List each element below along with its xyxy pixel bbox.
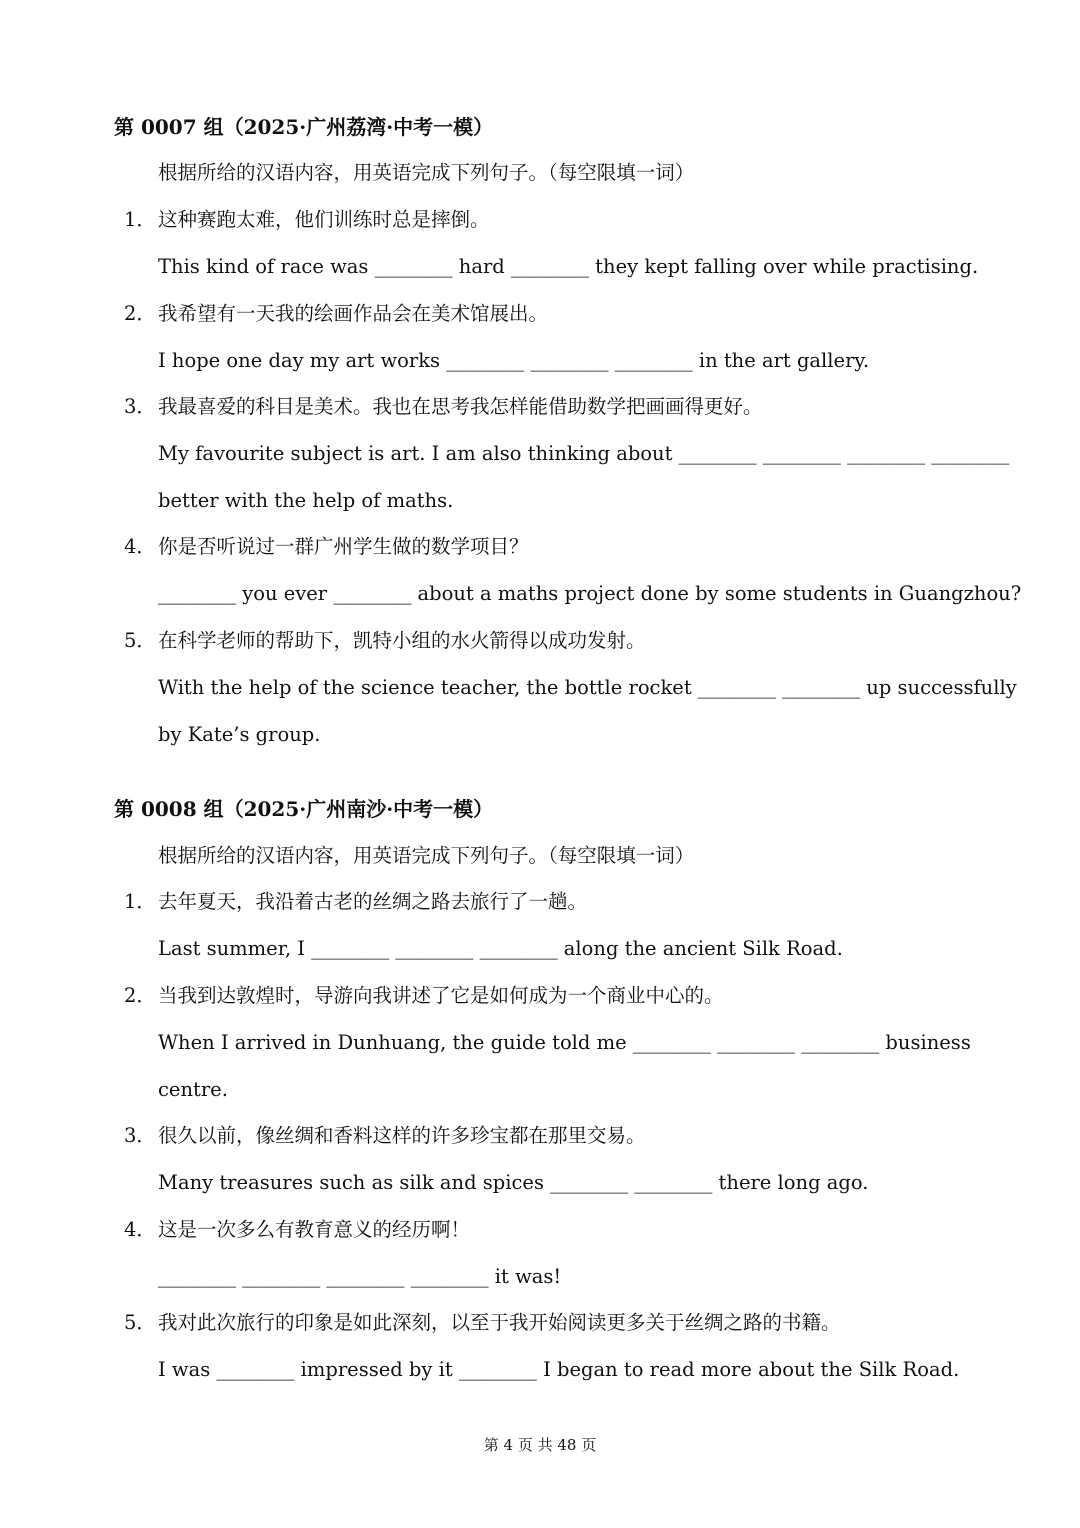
question-number: 4．: [124, 535, 156, 558]
group-instruction: 根据所给的汉语内容，用英语完成下列句子。（每空限填一词）: [158, 161, 695, 184]
question-cn: [124, 627, 646, 655]
answer-line: Last summer, I ________ ________ ________ along the ancient Silk Road.: [158, 937, 843, 960]
question-number: 1．: [124, 890, 156, 913]
question-cn: [124, 1122, 646, 1150]
answer-line: With the help of the science teacher, the bottle rocket ________ ________ up successfully: [158, 676, 1017, 699]
answer-line-continued: by Kate’s group.: [158, 723, 321, 746]
question-number: 4．: [124, 1218, 156, 1241]
group-title: 第 0007 组（2025·广州荔湾·中考一模）: [114, 115, 494, 139]
question-number: 2．: [124, 984, 156, 1007]
question-number: 5．: [124, 629, 156, 652]
question-chinese: 我对此次旅行的印象是如此深刻，以至于我开始阅读更多关于丝绸之路的书籍。: [158, 1311, 841, 1334]
question-cn: [124, 982, 724, 1010]
answer-line: ________ you ever ________ about a maths project done by some students in Guangzhou?: [158, 582, 1022, 605]
answer-line: I hope one day my art works ________ ________ ________ in the art gallery.: [158, 349, 870, 372]
question-number: 5．: [124, 1311, 156, 1334]
question-chinese: 我希望有一天我的绘画作品会在美术馆展出。: [158, 302, 549, 325]
question-cn: [124, 1216, 470, 1244]
answer-line: Many treasures such as silk and spices ________ ________ there long ago.: [158, 1171, 869, 1194]
question-chinese: 我最喜爱的科目是美术。我也在思考我怎样能借助数学把画画得更好。: [158, 395, 763, 418]
answer-line: My favourite subject is art. I am also thinking about ________ ________ ________ ________: [158, 442, 1010, 465]
answer-line: This kind of race was ________ hard ________ they kept falling over while practising.: [158, 255, 979, 278]
page-footer: 第 4 页 共 48 页: [483, 1436, 597, 1454]
answer-line: I was ________ impressed by it ________ I began to read more about the Silk Road.: [158, 1358, 960, 1381]
question-chinese: 你是否听说过一群广州学生做的数学项目？: [158, 535, 529, 558]
group-title: 第 0008 组（2025·广州南沙·中考一模）: [114, 797, 494, 821]
question-cn: [124, 533, 529, 561]
question-chinese: 当我到达敦煌时，导游向我讲述了它是如何成为一个商业中心的。: [158, 984, 724, 1007]
answer-line: ________ ________ ________ ________ it was!: [158, 1265, 562, 1288]
group-instruction: 根据所给的汉语内容，用英语完成下列句子。（每空限填一词）: [158, 844, 695, 867]
question-cn: [124, 300, 548, 328]
answer-line-continued: better with the help of maths.: [158, 489, 454, 512]
question-cn: [124, 206, 490, 234]
answer-line: When I arrived in Dunhuang, the guide told me ________ ________ ________ business: [158, 1031, 971, 1054]
answer-line-continued: centre.: [158, 1078, 228, 1101]
question-chinese: 很久以前，像丝绸和香料这样的许多珍宝都在那里交易。: [158, 1124, 646, 1147]
question-cn: [124, 393, 763, 421]
question-number: 3．: [124, 1124, 156, 1147]
question-number: 3．: [124, 395, 156, 418]
question-chinese: 这是一次多么有教育意义的经历啊！: [158, 1218, 471, 1241]
question-cn: [124, 1309, 841, 1337]
question-cn: [124, 888, 587, 916]
question-number: 2．: [124, 302, 156, 325]
question-chinese: 去年夏天，我沿着古老的丝绸之路去旅行了一趟。: [158, 890, 588, 913]
question-chinese: 这种赛跑太难，他们训练时总是摔倒。: [158, 208, 490, 231]
question-number: 1．: [124, 208, 156, 231]
question-chinese: 在科学老师的帮助下，凯特小组的水火箭得以成功发射。: [158, 629, 646, 652]
